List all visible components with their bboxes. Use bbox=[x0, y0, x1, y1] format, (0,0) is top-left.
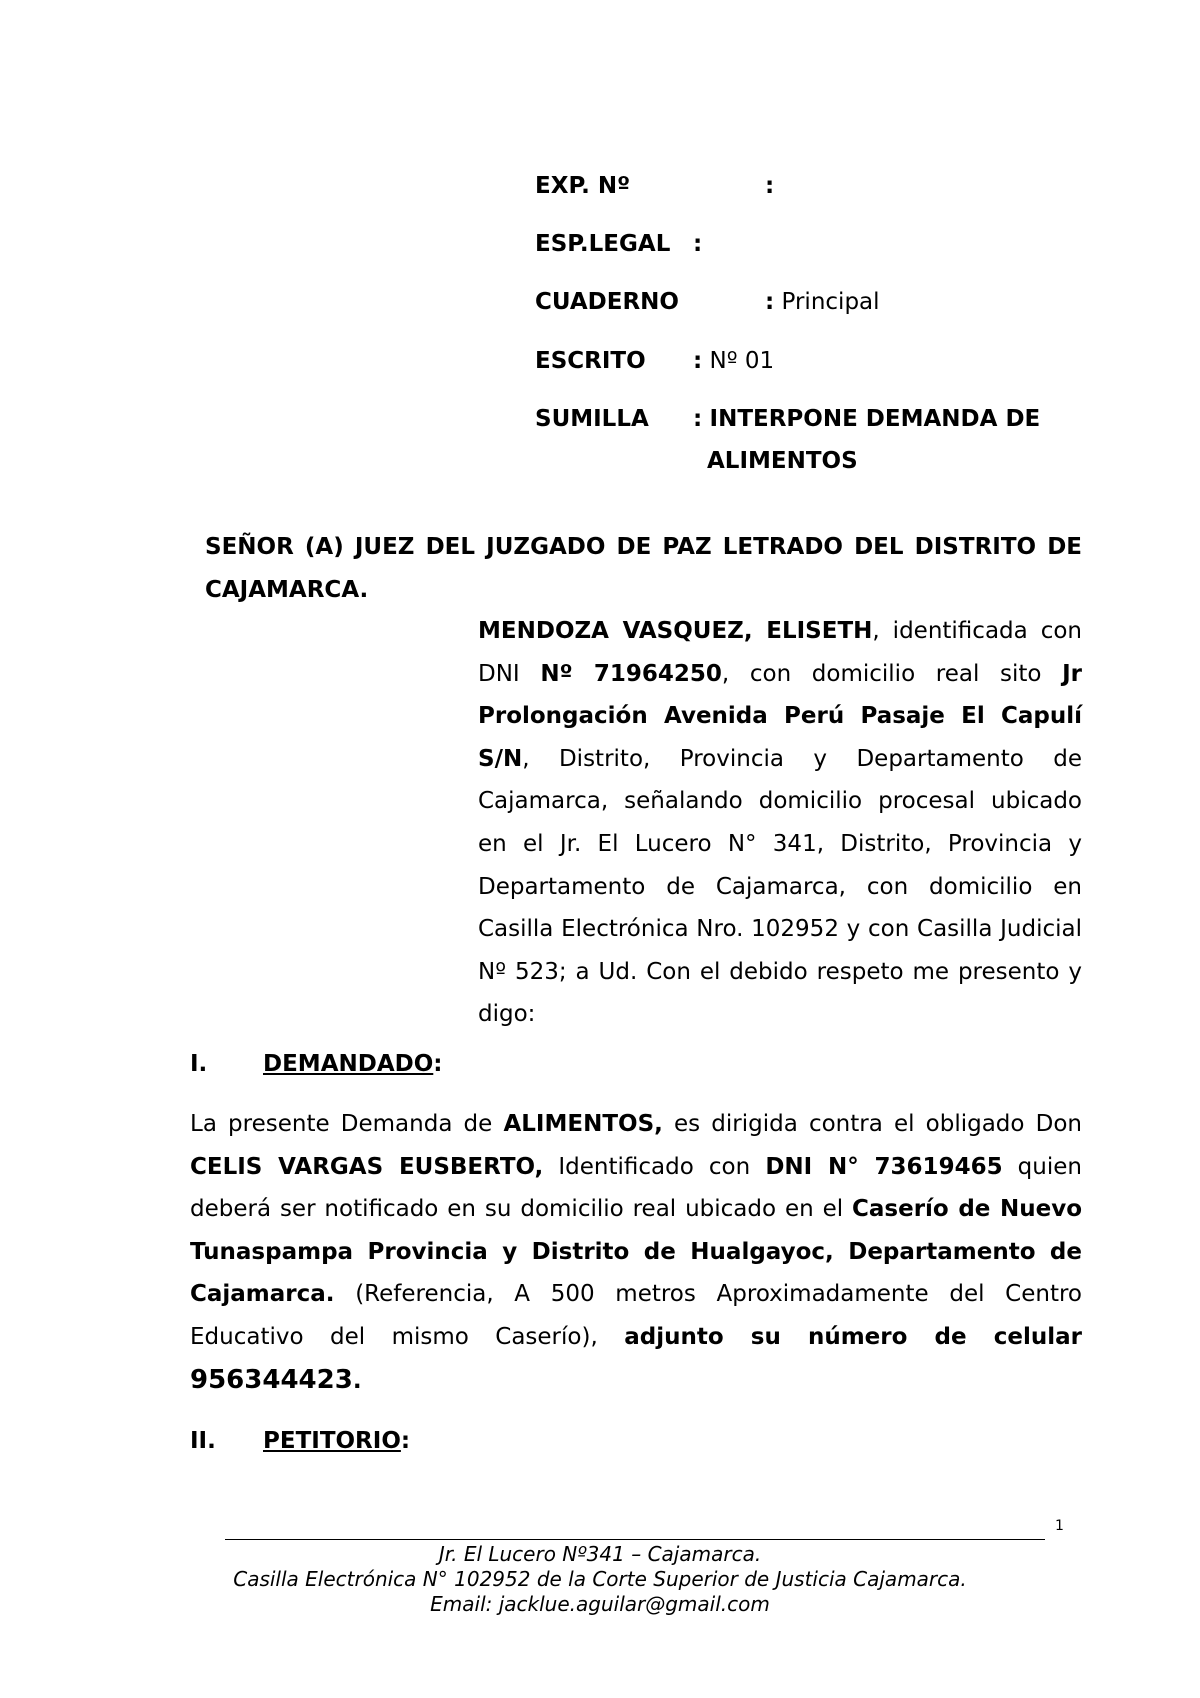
footer-address: Jr. El Lucero Nº341 – Cajamarca. bbox=[438, 1542, 762, 1566]
header-row-sumilla-cont bbox=[707, 448, 858, 474]
section-title: PETITORIO bbox=[263, 1428, 401, 1454]
para-bold: adjunto su número de celular bbox=[624, 1323, 1082, 1350]
header-value: Principal bbox=[781, 289, 880, 315]
footer-casilla: Casilla Electrónica N° 102952 de la Corte Superior de Justicia Cajamarca. bbox=[233, 1567, 967, 1591]
section-heading-demandado bbox=[190, 1051, 442, 1077]
defendant-dni: DNI N° 73619465 bbox=[765, 1153, 1003, 1180]
addressee: SEÑOR (A) JUEZ DEL JUZGADO DE PAZ LETRADO DEL DISTRITO DE CAJAMARCA. bbox=[205, 534, 1082, 603]
header-label: SUMILLA bbox=[535, 406, 649, 432]
demandado-paragraph bbox=[190, 1103, 1082, 1402]
header-separator: : bbox=[693, 231, 703, 257]
header-separator: : bbox=[693, 406, 703, 432]
plaintiff-address: Jr Prolongación Avenida Perú Pasaje El Capulí S/N bbox=[478, 660, 1082, 772]
header-value: Nº 01 bbox=[709, 348, 775, 374]
header-label: ESP.LEGAL bbox=[535, 231, 671, 257]
page-number: 1 bbox=[1055, 1518, 1064, 1534]
header-label: EXP. Nº bbox=[535, 173, 631, 199]
section-title: DEMANDADO bbox=[263, 1051, 434, 1077]
header-label: ESCRITO bbox=[535, 348, 646, 374]
section-number: I. bbox=[190, 1051, 208, 1077]
para-text: (Referencia, A 500 metros Aproximadamente del Centro Educativo del mismo Caserío), bbox=[190, 1281, 1082, 1350]
intro-text: , identificada con DNI bbox=[478, 618, 1082, 687]
plaintiff-dni: Nº 71964250 bbox=[540, 660, 722, 687]
para-text: La presente Demanda de bbox=[190, 1111, 504, 1137]
footer-email: Email: jacklue.aguilar@gmail.com bbox=[430, 1592, 770, 1616]
defendant-address: Caserío de Nuevo Tunaspampa Provincia y Distrito de Hualgayoc, Departamento de Cajamarca. bbox=[190, 1196, 1082, 1308]
para-text: quien deberá ser notificado en su domicilio real ubicado en el bbox=[190, 1153, 1082, 1223]
header-label: CUADERNO bbox=[535, 289, 679, 315]
header-row-cuaderno bbox=[535, 289, 880, 315]
header-row-esp-legal bbox=[535, 231, 702, 257]
header-row-exp bbox=[535, 173, 774, 199]
para-bold: . bbox=[352, 1367, 362, 1394]
page-footer bbox=[150, 1542, 1050, 1617]
defendant-name: CELIS VARGAS EUSBERTO, bbox=[190, 1153, 544, 1180]
header-separator: : bbox=[765, 289, 775, 315]
header-row-escrito bbox=[535, 348, 774, 374]
section-colon: : bbox=[400, 1428, 411, 1454]
header-separator: : bbox=[693, 348, 703, 374]
section-colon: : bbox=[433, 1051, 443, 1077]
header-separator: : bbox=[765, 173, 775, 199]
defendant-phone: 956344423 bbox=[190, 1364, 353, 1395]
section-heading-petitorio bbox=[190, 1428, 410, 1454]
header-row-sumilla bbox=[535, 406, 1040, 432]
plaintiff-name: MENDOZA VASQUEZ, ELISETH bbox=[478, 618, 873, 644]
section-number: II. bbox=[190, 1428, 216, 1454]
para-text: Identificado con bbox=[543, 1153, 766, 1180]
intro-text: , Distrito, Provincia y Departamento de Cajamarca, señalando domicilio procesal ubicado en el Jr. El Lucero N° 341, Distrito, Provincia y Departamento de Cajamarca, con domicilio en Casilla Electrónica Nro. 102952 y con Casilla Judicial Nº 523; a Ud. Con el debido respeto me presento y digo: bbox=[478, 745, 1082, 1028]
footer-divider bbox=[225, 1539, 1045, 1540]
intro-paragraph bbox=[478, 610, 1082, 1036]
header-value-continued: ALIMENTOS bbox=[707, 448, 858, 474]
header-value: INTERPONE DEMANDA DE bbox=[709, 406, 1041, 432]
para-text: es dirigida contra el obligado Don bbox=[662, 1111, 1082, 1137]
intro-text: , con domicilio real sito bbox=[721, 660, 1063, 687]
para-bold: ALIMENTOS, bbox=[503, 1111, 663, 1137]
